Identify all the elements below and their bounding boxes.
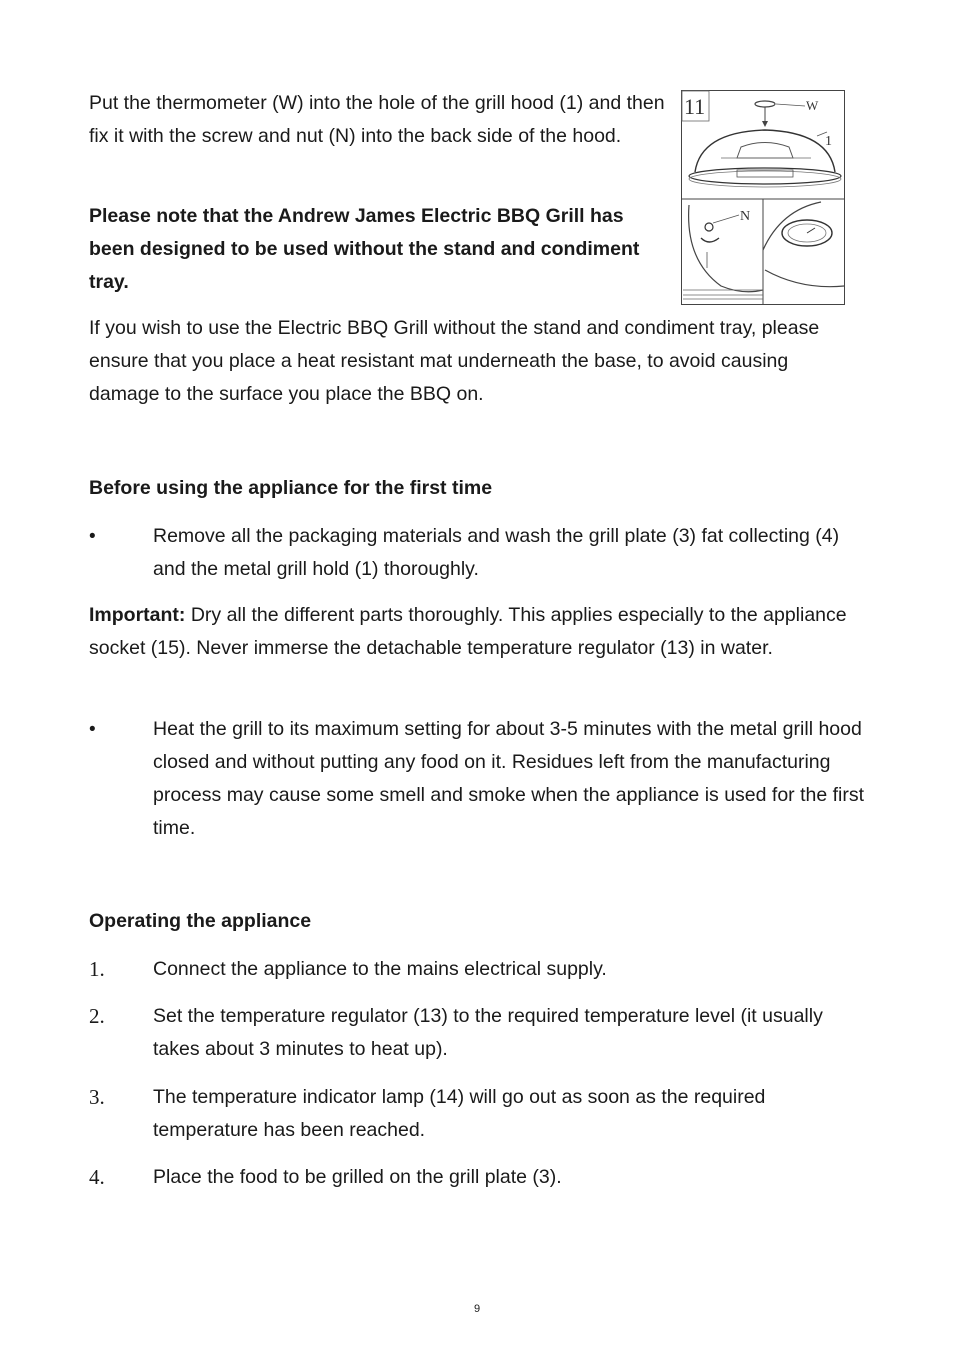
label-1: 1 <box>825 134 832 149</box>
step-number: 2. <box>89 1004 105 1028</box>
bullet-marker: • <box>89 719 96 740</box>
important-text: Dry all the different parts thoroughly. This applies especially to the appliance socket (15). Never immerse the detachable temperature regulator (13) in water. <box>89 604 847 659</box>
step-text: Connect the appliance to the mains electrical supply. <box>153 958 607 980</box>
bullet-preheat-grill: Heat the grill to its maximum setting for about 3-5 minutes with the metal grill hood closed and without putting any food on it. Residues left from the manufacturing process may cause some smell and smoke when the appliance is used for the first time. <box>153 718 865 839</box>
section-heading-before-first-use: Before using the appliance for the first time <box>89 477 493 499</box>
figure-panel-label: 11 <box>684 94 706 119</box>
label-n: N <box>740 209 751 224</box>
thermometer-assembly-figure <box>681 90 845 305</box>
important-note <box>89 599 869 665</box>
page-number: 9 <box>473 1303 481 1315</box>
bullet-remove-packaging: Remove all the packaging materials and wash the grill plate (3) fat collecting (4) and the metal grill hold (1) thoroughly. <box>153 525 840 580</box>
step-text: Set the temperature regulator (13) to the required temperature level (it usually takes about 3 minutes to heat up). <box>153 1005 823 1060</box>
step-number: 3. <box>89 1085 105 1109</box>
bullet-marker: • <box>89 526 96 547</box>
heat-mat-warning: If you wish to use the Electric BBQ Grill without the stand and condiment tray, please ensure that you place a heat resistant mat underneath the base, to avoid causing damage to the surface you place the BBQ on. <box>89 317 820 405</box>
step-text: The temperature indicator lamp (14) will go out as soon as the required temperature has been reached. <box>153 1086 766 1141</box>
important-label: Important: <box>89 604 186 626</box>
design-note: Please note that the Andrew James Electric BBQ Grill has been designed to be used without the stand and condiment tray. <box>89 205 640 293</box>
step-text: Place the food to be grilled on the grill plate (3). <box>153 1166 562 1188</box>
section-heading-operating: Operating the appliance <box>89 910 312 932</box>
step-number: 1. <box>89 957 105 981</box>
step-number: 4. <box>89 1165 105 1189</box>
intro-paragraph: Put the thermometer (W) into the hole of the grill hood (1) and then fix it with the screw and nut (N) into the back side of the hood. <box>89 92 665 147</box>
label-w: W <box>806 98 819 113</box>
